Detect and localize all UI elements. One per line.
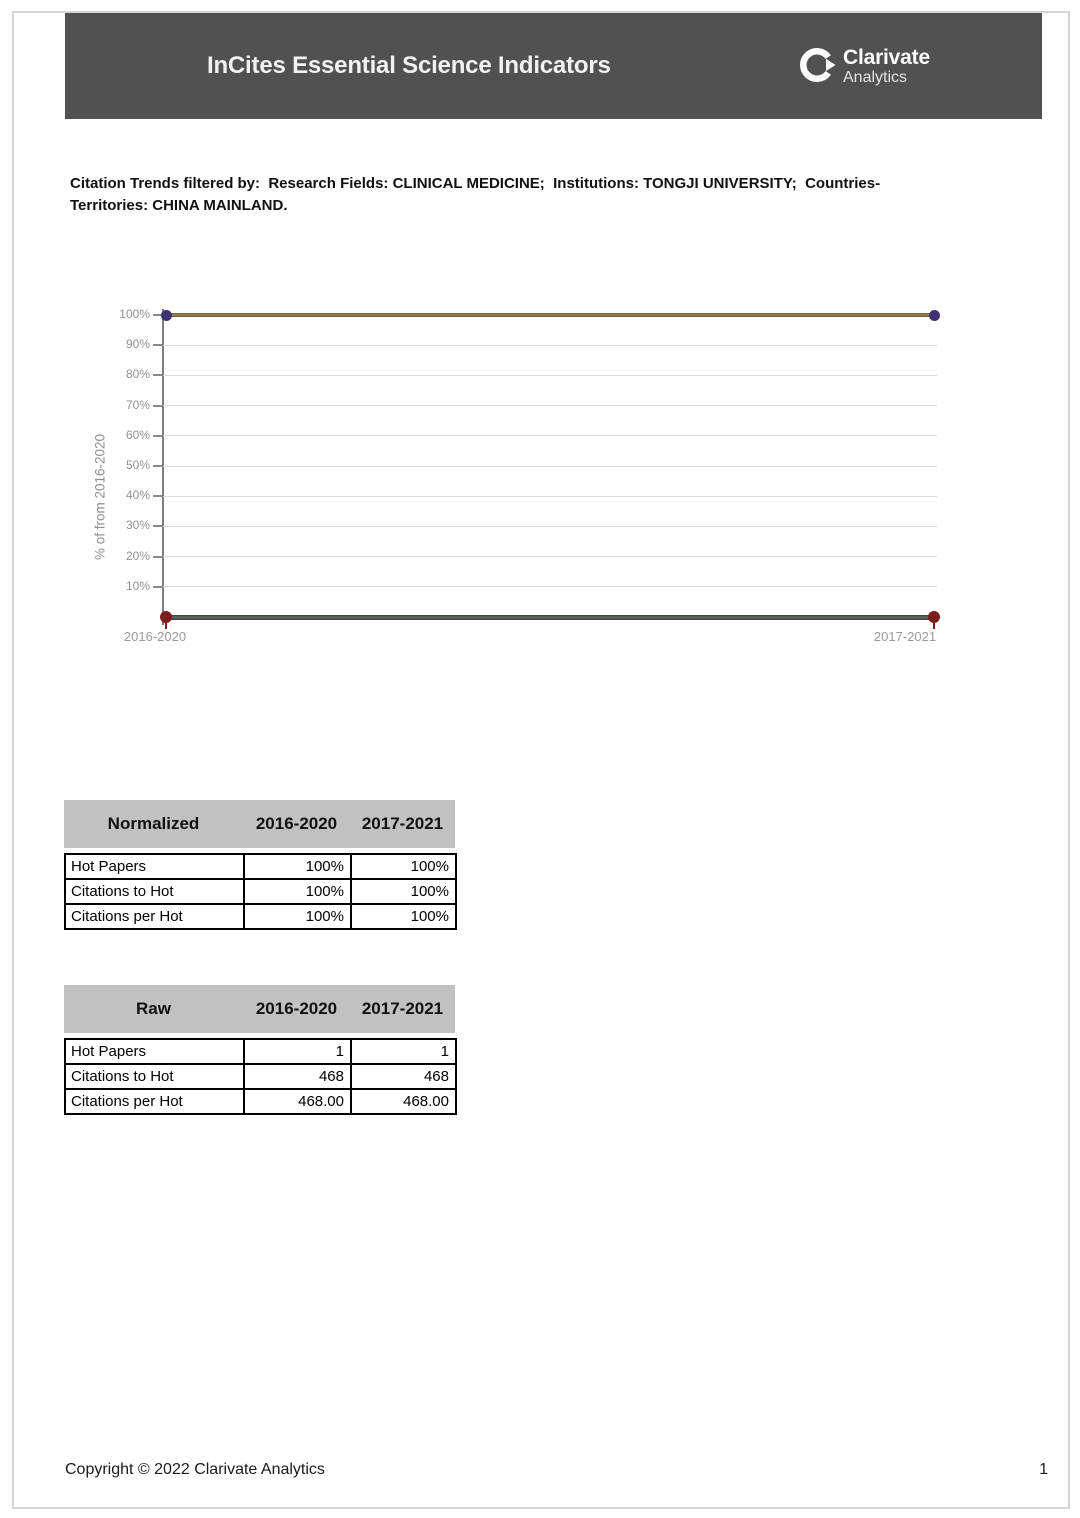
normalized-table-header (64, 800, 455, 848)
row-label-cell: Citations per Hot (65, 1089, 244, 1114)
y-tick-mark (153, 374, 162, 376)
x-tick-label-2017-2021: 2017-2021 (873, 629, 937, 644)
normalized-table-title: Normalized (107, 814, 200, 833)
gridline (163, 345, 937, 346)
y-tick-mark (153, 495, 162, 497)
y-tick-label: 40% (125, 488, 150, 503)
value-cell: 1 (351, 1039, 456, 1064)
analytics-wordmark: Analytics (843, 69, 908, 86)
y-tick-label: 90% (125, 337, 150, 352)
value-cell: 100% (244, 879, 351, 904)
gridline (163, 586, 937, 587)
row-label-cell: Hot Papers (65, 1039, 244, 1064)
gridline (163, 435, 937, 436)
value-cell: 100% (244, 904, 351, 929)
gridline (163, 375, 937, 376)
table-row (65, 1064, 456, 1089)
value-cell: 468.00 (244, 1089, 351, 1114)
raw-col-2016-2020: 2016-2020 (255, 999, 338, 1018)
y-tick-label: 80% (125, 367, 150, 382)
gridline (163, 496, 937, 497)
y-tick-label: 60% (125, 427, 150, 442)
table-row (65, 854, 456, 879)
copyright-text: Copyright © 2022 Clarivate Analytics (65, 1461, 325, 1478)
gridline (163, 405, 937, 406)
row-label-cell: Citations per Hot (65, 904, 244, 929)
value-cell: 468.00 (351, 1089, 456, 1114)
row-label-cell: Hot Papers (65, 854, 244, 879)
raw-table (64, 1038, 457, 1115)
y-tick-label: 100% (119, 307, 150, 321)
data-point-marker (929, 310, 940, 321)
normalized-col-2016-2020: 2016-2020 (255, 814, 338, 833)
normalized-table (64, 853, 457, 930)
value-cell: 100% (244, 854, 351, 879)
y-tick-mark (153, 405, 162, 407)
table-row (65, 1039, 456, 1064)
value-cell: 100% (351, 904, 456, 929)
table-row (65, 879, 456, 904)
data-point-marker (161, 310, 172, 321)
value-cell: 468 (244, 1064, 351, 1089)
y-tick-label: 70% (125, 397, 150, 412)
y-tick-mark (153, 435, 162, 437)
y-tick-mark (153, 465, 162, 467)
filter-description-line1: Citation Trends filtered by: Research Fields: CLINICAL MEDICINE; Institutions: TONGJI UNIVERSITY; Countries- (70, 175, 881, 192)
page-number: 1 (1039, 1461, 1048, 1478)
marker-tick (165, 617, 167, 629)
value-cell: 468 (351, 1064, 456, 1089)
x-tick-label-2016-2020: 2016-2020 (123, 629, 187, 644)
raw-col-2017-2021: 2017-2021 (361, 999, 444, 1018)
y-tick-mark (153, 525, 162, 527)
raw-table-title: Raw (136, 999, 171, 1018)
series-line (163, 615, 937, 620)
gridline (163, 526, 937, 527)
series-line (163, 313, 937, 317)
y-axis-title: % of from 2016-2020 (92, 433, 108, 561)
y-tick-mark (153, 586, 162, 588)
value-cell: 100% (351, 854, 456, 879)
marker-tick (933, 617, 935, 629)
raw-table-header (64, 985, 455, 1033)
y-axis-line (162, 309, 164, 625)
app-title: InCites Essential Science Indicators (207, 52, 611, 79)
filter-description-line2: Territories: CHINA MAINLAND. (70, 196, 288, 214)
y-tick-label: 10% (125, 578, 150, 593)
y-tick-mark (153, 556, 162, 558)
y-tick-label: 50% (125, 458, 150, 472)
row-label-cell: Citations to Hot (65, 879, 244, 904)
value-cell: 100% (351, 879, 456, 904)
value-cell: 1 (244, 1039, 351, 1064)
row-label-cell: Citations to Hot (65, 1064, 244, 1089)
gridline (163, 466, 937, 467)
y-tick-label: 20% (125, 548, 150, 563)
citation-trends-chart (0, 0, 1080, 700)
gridline (163, 556, 937, 557)
y-tick-label: 30% (125, 518, 150, 533)
normalized-col-2017-2021: 2017-2021 (361, 814, 444, 833)
clarivate-wordmark: Clarivate (843, 46, 930, 69)
table-row (65, 904, 456, 929)
y-tick-mark (153, 344, 162, 346)
table-row (65, 1089, 456, 1114)
